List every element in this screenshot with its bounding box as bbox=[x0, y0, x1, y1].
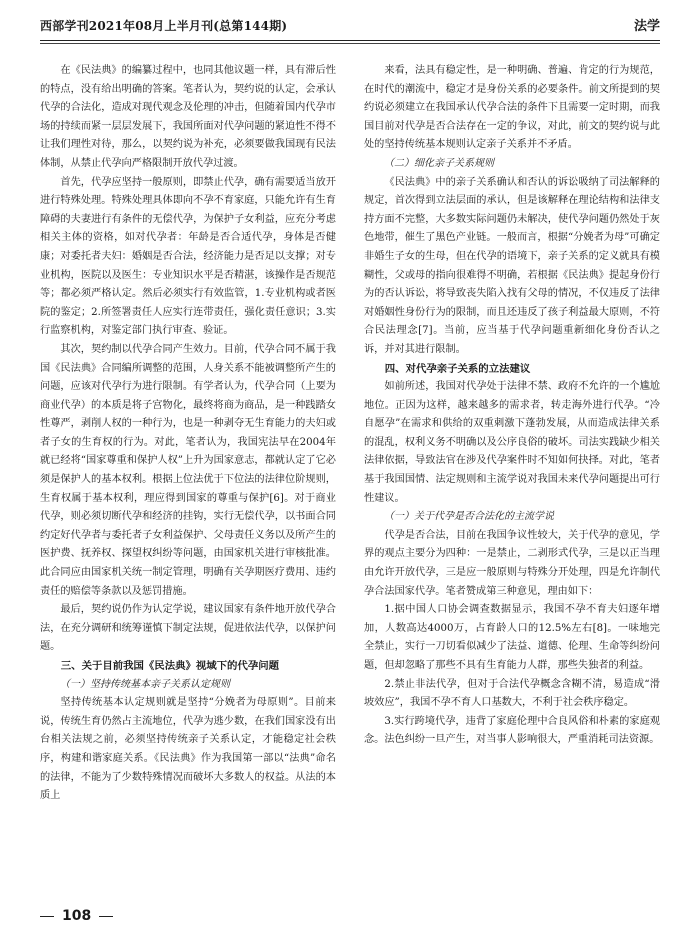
body-paragraph: 1.据中国人口协会调查数据显示，我国不孕不育夫妇逐年增加，人数高达4000万，占育龄人口的12.5%左右[8]。一味地完全禁止，实行一刀切看似减少了法益、道德、伦理、生命等纠纷问题，但却忽略了那些不具有生育能力人群，那些失独者的利益。 bbox=[364, 604, 660, 671]
subsection-heading: （一）坚持传统基本亲子关系认定规则 bbox=[60, 678, 230, 690]
body-paragraph: 首先，代孕应坚持一般原则，即禁止代孕，确有需要适当放开进行特殊处理。特殊处理具体即向不孕不育家庭，只能允许有生育障碍的夫妻进行有条件的无偿代孕，为保护子女利益，应充分考虑相关主体的资格，如对代孕者：年龄是否合适代孕，身体是否健康；对委托者夫妇：婚姻是否合法，经济能力是否足以支撑；对专业机构，医院以及医生：专业知识水平是否精湛，该操作是否规范等；都必须严格认定。然后必须实行有效监管，1.专业机构或者医院的鉴定；2.所签署责任人应实行连带责任，强化责任意识；3.实行监察机构，对鉴定部门执行审查、验证。 bbox=[40, 176, 336, 337]
body-paragraph: 《民法典》中的亲子关系确认和否认的诉讼吸纳了司法解释的规定，首次得到立法层面的承认，但是该解释在理论结构和法律支持方面不完整，大多数实际问题仍未解决，使代孕问题仍然处于灰色地带，催生了黑色产业链。一般而言，根据“分娩者为母”可确定非婚生子女的生母，但在代孕的语境下，亲子关系的定义就具有模糊性，父或母的指向很难得不明确，若根据《民法典》提起身份行为的否认诉讼，将导致丧失陷入找有父母的情况，不仅违反了法律对婚姻性身份行为的限制，而且还违反了孩子利益最大原则，不符合民法理念[7]。当前，应当基于代孕问题重新细化身份否认之诉，并对其进行限制。 bbox=[364, 176, 660, 355]
page-number: 108 bbox=[62, 908, 92, 924]
section-label: 法学 bbox=[633, 19, 660, 34]
body-paragraph: 在《民法典》的编纂过程中，也同其他议题一样，具有滞后性的特点，没有给出明确的答案。笔者认为，契约说的认定，会承认代孕的合法化，造成对现代观念及伦理的冲击，但随着国内代孕市场的持续而紧一层层发展下，我国所面对代孕问题的紧迫性不得不让我们理性对待，那么，以契约说为补充，必须要做我国现有民法体制，从禁止代孕向严格限制开放代孕过渡。 bbox=[40, 65, 336, 169]
body-paragraph: 代孕是否合法，目前在我国争议性较大，关于代孕的意见，学界的观点主要分为四种：一是禁止，二剥形式代孕，三是以正当理由允许开放代孕，三是应一般原则与特殊分开处理，四是允许制代孕合法国家代孕。笔者赞成第三种意见，理由如下： bbox=[364, 529, 660, 597]
footer-dash-right bbox=[99, 916, 113, 917]
body-paragraph: 如前所述，我国对代孕处于法律不禁、政府不允许的一个尴尬地位。正因为这样，越来越多的需求者，转走海外进行代孕。“冷自愿孕”在需求和供给的双重刺激下蓬勃发展，从而造成法律关系的混乱，权利义务不明确以及公序良俗的破坏。司法实践缺少相关法律依据，导致法官在涉及代孕案件时不知如何抉择。对此，笔者基于我国国情、法定规则和主流学说对我国未来代孕问题提出可行性建议。 bbox=[364, 381, 660, 504]
subsection-heading: （一）关于代孕是否合法化的主流学说 bbox=[384, 511, 554, 523]
journal-issue-title: 西部学刊2021年08月上半月刊(总第144期) bbox=[40, 19, 288, 33]
body-paragraph: 坚持传统基本认定规则就是坚持“分娩者为母原则”。目前来说，传统生育仍然占主流地位，代孕为逃少数，在我们国家没有出台相关法规之前，必须坚持传统亲子关系认定，才能稳定社会秩序，构建和谐家庭关系。《民法典》作为我国第一部以“法典”命名的法律，不能为了少数特殊情况而破坏大多数人的权益。从法的本质上 bbox=[40, 697, 336, 802]
body-paragraph: 2.禁止非法代孕，但对于合法代孕概念含糊不清，易造成“滑坡效应”，我国不孕不育人口基数大，不利于社会秩序稳定。 bbox=[364, 678, 660, 709]
body-paragraph: 3.实行跨境代孕，违背了家庭伦理中合良风俗和朴素的家庭观念。法色纠纷一旦产生，对当事人影响很大，严重消耗司法资源。 bbox=[364, 715, 660, 746]
page-footer bbox=[40, 908, 113, 924]
left-column bbox=[40, 62, 336, 806]
running-header bbox=[40, 12, 660, 34]
body-paragraph: 最后，契约说仍作为认定学说，建议国家有条件地开放代孕合法，在充分调研和统筹谨慎下制定法规，促进依法代孕，以保护问题。 bbox=[40, 604, 336, 653]
subsection-heading: （二）细化亲子关系规则 bbox=[384, 157, 494, 169]
right-column bbox=[364, 62, 660, 750]
body-paragraph: 其次，契约制以代孕合同产生效力。目前，代孕合同不属于我国《民法典》合同编所调整的范围，人身关系不能被调整所产生的问题，应该对代孕行为进行限制。有学者认为，代孕合同（上要为商业代孕）的本质是将子宫物化，最终将商为商品，是一种践踏女性尊严，剥削人权的一种行为，也是一种剥夺无生育能力的夫妇或者子女的生育权的行为。对此，笔者认为，我国宪法早在2004年就已经将“国家尊重和保护人权”上升为国家意志，都就认定了它必须是保护人的基本权利。根据上位法优于下位法的法律位阶规则，生育权属于基本权利，理应得到国家的尊重与保护[6]。对于商业代孕，则必须切断代孕和经济的挂钩，实行无偿代孕，以书面合同约定好代孕者与委托者子女利益保护、父母责任义务以及所产生的医护费、抚养权、探望权纠纷等问题，由国家机关进行审核批准。此合同应由国家机关统一制定管理，明确有关孕期医疗费用、违约责任的赔偿等条款以及惩罚措施。 bbox=[40, 343, 336, 597]
section-heading: 三、关于目前我国《民法典》视域下的代孕问题 bbox=[60, 660, 279, 672]
header-rule-thick bbox=[40, 40, 660, 41]
footer-dash-left bbox=[40, 916, 54, 917]
header-rule-thin bbox=[40, 43, 660, 44]
section-heading: 四、对代孕亲子关系的立法建议 bbox=[384, 362, 531, 375]
body-paragraph: 来看，法具有稳定性，是一种明确、普遍、肯定的行为规范，在时代的潮流中，稳定才是身份关系的必要条件。前文所提到的契约说必须建立在我国承认代孕合法的条件下且需要一定时期，而我国目前对代孕是否合法存在一定的争议，对此，前文的契约说与此处的坚持传统基本规则认定亲子关系并不矛盾。 bbox=[364, 65, 660, 151]
